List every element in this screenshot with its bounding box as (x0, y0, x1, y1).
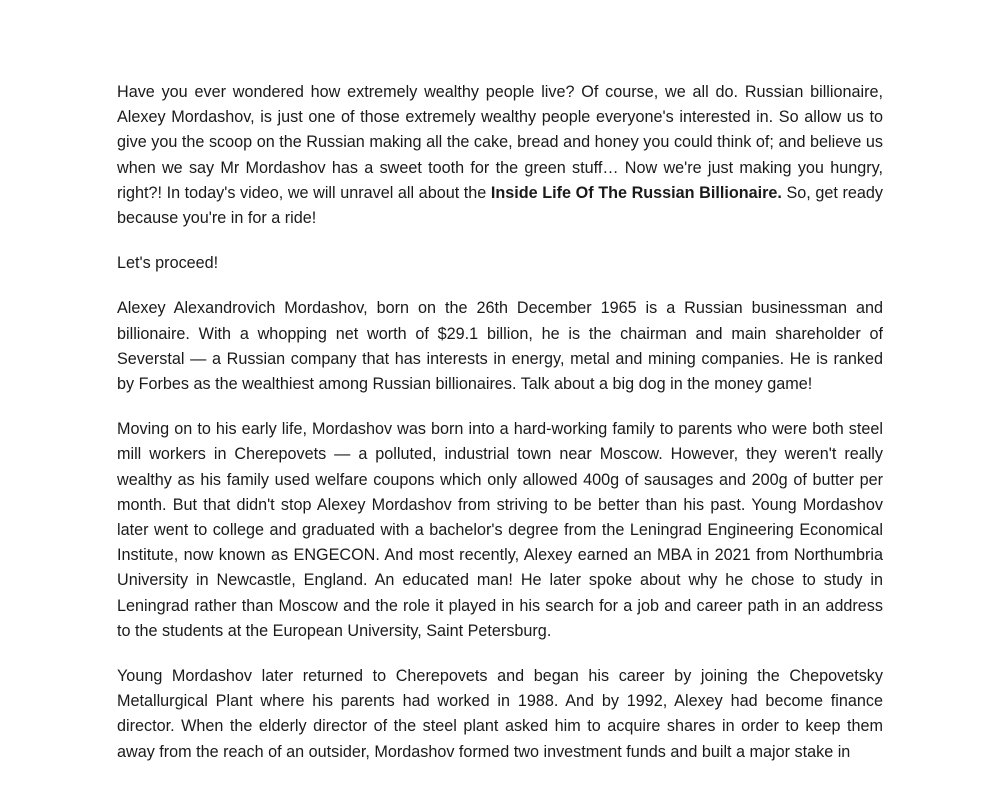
document-body (117, 80, 883, 785)
paragraph-proceed: Let's proceed! (117, 254, 219, 273)
paragraph-intro-bold-title: Inside Life Of The Russian Billionaire. (490, 183, 782, 202)
paragraph-intro-text-end: So, get ready because you're in for a ride! (117, 183, 883, 228)
paragraph-career: Young Mordashov later returned to Cherepovets and began his career by joining the Chepovetsky Metallurgical Plant where his parents had worked in 1988. And by 1992, Alexey had become finance director. When the elderly director of the steel plant asked him to acquire shares in order to keep them away from the reach of an outsider, Mordashov formed two investment funds and built a major stake in (117, 667, 883, 761)
paragraph-intro (117, 80, 883, 231)
paragraph-intro-text-start: Have you ever wondered how extremely wealthy people live? Of course, we all do. Russian billionaire, Alexey Mordashov, is just one of those extremely wealthy people everyone's interested in. So allow us to give you the scoop on the Russian making all the cake, bread and honey you could think of; and believe us when we say Mr Mordashov has a sweet tooth for the green stuff… Now we're just making you hungry, right?! In today's video, we will unravel all about the (117, 83, 883, 202)
paragraph-biography: Alexey Alexandrovich Mordashov, born on the 26th December 1965 is a Russian businessman and billionaire. With a whopping net worth of $29.1 billion, he is the chairman and main shareholder of Severstal — a Russian company that has interests in energy, metal and mining companies. He is ranked by Forbes as the wealthiest among Russian billionaires. Talk about a big dog in the money game! (117, 299, 883, 394)
paragraph-early-life: Moving on to his early life, Mordashov was born into a hard-working family to parents who were both steel mill workers in Cherepovets — a polluted, industrial town near Moscow. However, they weren't really wealthy as his family used welfare coupons which only allowed 400g of sausages and 200g of butter per month. But that didn't stop Alexey Mordashov from striving to be better than his past. Young Mordashov later went to college and graduated with a bachelor's degree from the Leningrad Engineering Economical Institute, now known as ENGECON. And most recently, Alexey earned an MBA in 2021 from Northumbria University in Newcastle, England. An educated man! He later spoke about why he chose to study in Leningrad rather than Moscow and the role it played in his search for a job and career path in an address to the students at the European University, Saint Petersburg. (117, 420, 883, 640)
